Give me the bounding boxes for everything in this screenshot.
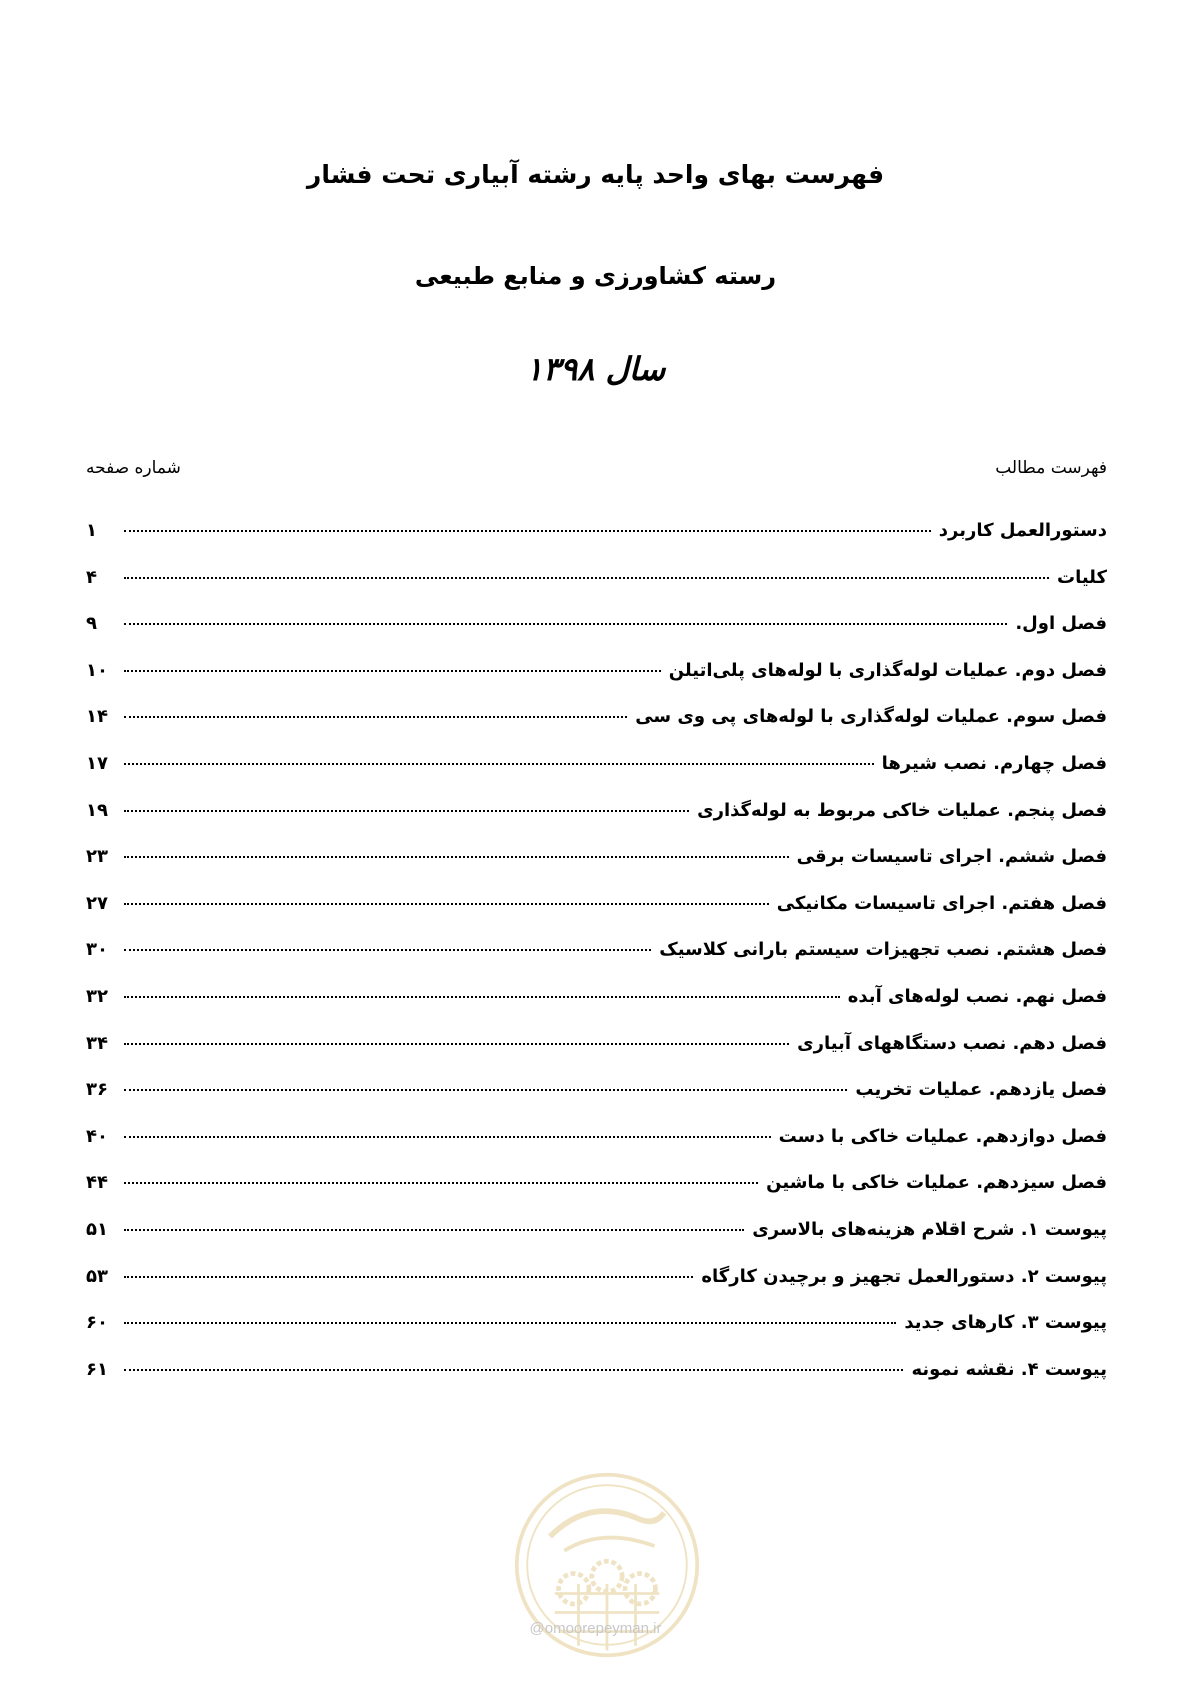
toc-entry[interactable] (86, 846, 1107, 893)
toc-entry[interactable] (86, 706, 1107, 753)
toc-entry[interactable] (86, 1172, 1107, 1219)
dot-leader (124, 996, 840, 998)
toc-entry-title: فصل ششم. اجرای تاسیسات برقی (796, 846, 1107, 868)
toc-entry-page: ۵۳ (86, 1265, 108, 1287)
toc-entry-page: ۱۰ (86, 659, 108, 681)
toc-entry-title: فصل هفتم. اجرای تاسیسات مکانیکی (776, 892, 1107, 914)
toc-entry[interactable] (86, 1266, 1107, 1313)
toc-entry-title: فصل سیزدهم. عملیات خاکی با ماشین (766, 1172, 1107, 1194)
toc-entry[interactable] (86, 1312, 1107, 1359)
toc-entry-page: ۱۹ (86, 799, 108, 821)
toc-entry-title: پیوست ۱. شرح اقلام هزینه‌های بالاسری (752, 1218, 1107, 1240)
dot-leader (124, 623, 1007, 625)
document-title: فهرست بهای واحد پایه رشته آبیاری تحت فشار (306, 160, 885, 189)
toc-entry-title: فصل چهارم. نصب شیرها (881, 752, 1107, 774)
toc-entry[interactable] (86, 1126, 1107, 1173)
dot-leader (124, 1276, 693, 1278)
toc-entry-page: ۹ (86, 613, 97, 635)
dot-leader (124, 903, 769, 905)
dot-leader (124, 577, 1049, 579)
toc-entry-page: ۱۷ (86, 752, 108, 774)
dot-leader (124, 530, 931, 532)
dot-leader (124, 949, 651, 951)
dot-leader (124, 1043, 789, 1045)
toc-entry-page: ۲۷ (86, 892, 108, 914)
toc-entry-page: ۱ (86, 520, 97, 541)
toc-entry-title: فصل دهم. نصب دستگاههای آبیاری (797, 1032, 1107, 1054)
toc-entry-title: پیوست ۴. نقشه نمونه (911, 1358, 1107, 1380)
toc-entry-page: ۳۴ (86, 1032, 108, 1054)
dot-leader (124, 856, 789, 858)
toc-entry-page: ۲۳ (86, 846, 108, 868)
toc-entry-page: ۳۲ (86, 985, 108, 1007)
toc-entry[interactable] (86, 893, 1107, 940)
document-year: سال ۱۳۹۸ (525, 350, 666, 388)
dot-leader (124, 716, 627, 718)
toc-entry-page: ۴ (86, 566, 97, 588)
toc-entry-page: ۳۶ (86, 1079, 108, 1101)
dot-leader (124, 810, 689, 812)
toc-entry-title: دستورالعمل کاربرد (938, 520, 1107, 541)
page-number-heading: شماره صفحه (86, 458, 181, 478)
toc-entry[interactable] (86, 800, 1107, 847)
toc-entry-page: ۴۰ (86, 1125, 108, 1147)
toc-entry[interactable] (86, 986, 1107, 1033)
toc-entry-title: فصل هشتم. نصب تجهیزات سیستم بارانی کلاسیک (659, 939, 1107, 961)
toc-entry-title: فصل دوازدهم. عملیات خاکی با دست (778, 1125, 1107, 1147)
toc-entry-page: ۴۴ (86, 1172, 108, 1194)
toc-entry-page: ۶۰ (86, 1312, 108, 1334)
watermark-url: @omoorepeyman.ir (529, 1620, 662, 1637)
toc-entry-page: ۱۴ (86, 706, 108, 728)
toc-entry[interactable] (86, 1079, 1107, 1126)
dot-leader (124, 763, 874, 765)
dot-leader (124, 1369, 903, 1371)
toc-entry-title: فصل نهم. نصب لوله‌های آبده (847, 985, 1107, 1007)
toc-entry-page: ۳۰ (86, 939, 108, 961)
toc-entry-page: ۵۱ (86, 1218, 108, 1240)
toc-header (86, 458, 1107, 488)
toc-heading: فهرست مطالب (995, 458, 1107, 478)
toc-entry-title: فصل پنجم. عملیات خاکی مربوط به لوله‌گذاری (697, 799, 1107, 821)
table-of-contents (86, 520, 1107, 1405)
toc-entry-title: کلیات (1056, 566, 1107, 588)
toc-entry[interactable] (86, 520, 1107, 567)
toc-entry-title: فصل یازدهم. عملیات تخریب (855, 1079, 1107, 1101)
toc-entry[interactable] (86, 1359, 1107, 1406)
toc-entry[interactable] (86, 567, 1107, 614)
dot-leader (124, 1322, 896, 1324)
dot-leader (124, 670, 661, 672)
toc-entry-page: ۶۱ (86, 1358, 108, 1380)
toc-entry[interactable] (86, 753, 1107, 800)
toc-entry-title: فصل اول. (1015, 613, 1107, 635)
toc-entry[interactable] (86, 1033, 1107, 1080)
toc-entry-title: پیوست ۲. دستورالعمل تجهیز و برچیدن کارگاه (701, 1265, 1107, 1287)
toc-entry-title: پیوست ۳. کارهای جدید (904, 1312, 1107, 1334)
toc-entry[interactable] (86, 660, 1107, 707)
toc-entry[interactable] (86, 1219, 1107, 1266)
toc-entry[interactable] (86, 613, 1107, 660)
toc-entry-title: فصل دوم. عملیات لوله‌گذاری با لوله‌های پلی‌اتیلن (668, 659, 1107, 681)
dot-leader (124, 1089, 847, 1091)
dot-leader (124, 1182, 758, 1184)
dot-leader (124, 1136, 771, 1138)
toc-entry[interactable] (86, 939, 1107, 986)
document-subtitle: رسته کشاورزی و منابع طبیعی (414, 262, 777, 290)
toc-entry-title: فصل سوم. عملیات لوله‌گذاری با لوله‌های پی وی سی (635, 706, 1107, 728)
dot-leader (124, 1229, 744, 1231)
